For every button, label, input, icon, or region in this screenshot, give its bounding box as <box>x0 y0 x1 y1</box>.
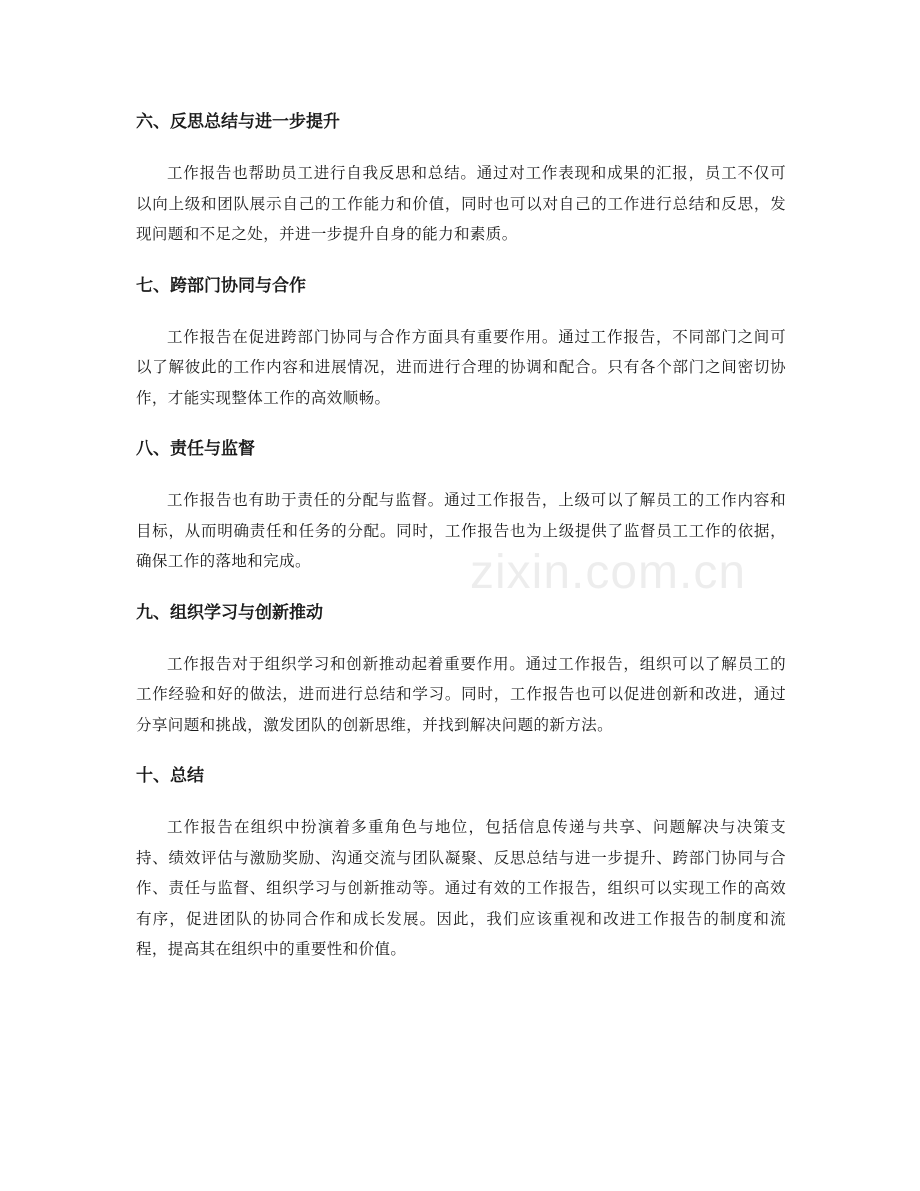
section-6 <box>136 106 786 250</box>
section-heading: 九、组织学习与创新推动 <box>136 602 323 623</box>
section-heading: 六、反思总结与进一步提升 <box>136 112 340 132</box>
section-10 <box>136 760 786 965</box>
section-heading: 十、总结 <box>136 766 204 786</box>
section-paragraph: 工作报告在组织中扮演着多重角色与地位，包括信息传递与共享、问题解决与决策支持、绩效评估与激励奖励、沟通交流与团队凝聚、反思总结与进一步提升、跨部门协同与合作、责任与监督、组织学习与创新推动等。通过有效的工作报告，组织可以实现工作的高效有序，促进团队的协同合作和成长发展。因此，我们应该重视和改进工作报告的制度和流程，提高其在组织中的重要性和价值。 <box>136 818 786 958</box>
section-heading: 七、跨部门协同与合作 <box>136 275 306 296</box>
section-paragraph: 工作报告对于组织学习和创新推动起着重要作用。通过工作报告，组织可以了解员工的工作经验和好的做法，进而进行总结和学习。同时，工作报告也可以促进创新和改进，通过分享问题和挑战，激发团队的创新思维，并找到解决问题的新方法。 <box>136 654 786 734</box>
section-7 <box>136 270 786 414</box>
section-paragraph: 工作报告也帮助员工进行自我反思和总结。通过对工作表现和成果的汇报，员工不仅可以向上级和团队展示自己的工作能力和价值，同时也可以对自己的工作进行总结和反思，发现问题和不足之处，并进一步提升自身的能力和素质。 <box>136 164 786 243</box>
section-9 <box>136 597 786 741</box>
section-paragraph: 工作报告也有助于责任的分配与监督。通过工作报告，上级可以了解员工的工作内容和目标，从而明确责任和任务的分配。同时，工作报告也为上级提供了监督员工工作的依据，确保工作的落地和完成。 <box>136 491 786 570</box>
watermark: zixin.com.cn <box>470 546 747 599</box>
document-body <box>136 106 786 985</box>
section-8 <box>136 433 786 577</box>
section-heading: 八、责任与监督 <box>136 439 255 459</box>
section-paragraph: 工作报告在促进跨部门协同与合作方面具有重要作用。通过工作报告，不同部门之间可以了解彼此的工作内容和进展情况，进而进行合理的协调和配合。只有各个部门之间密切协作，才能实现整体工作的高效顺畅。 <box>136 327 786 407</box>
